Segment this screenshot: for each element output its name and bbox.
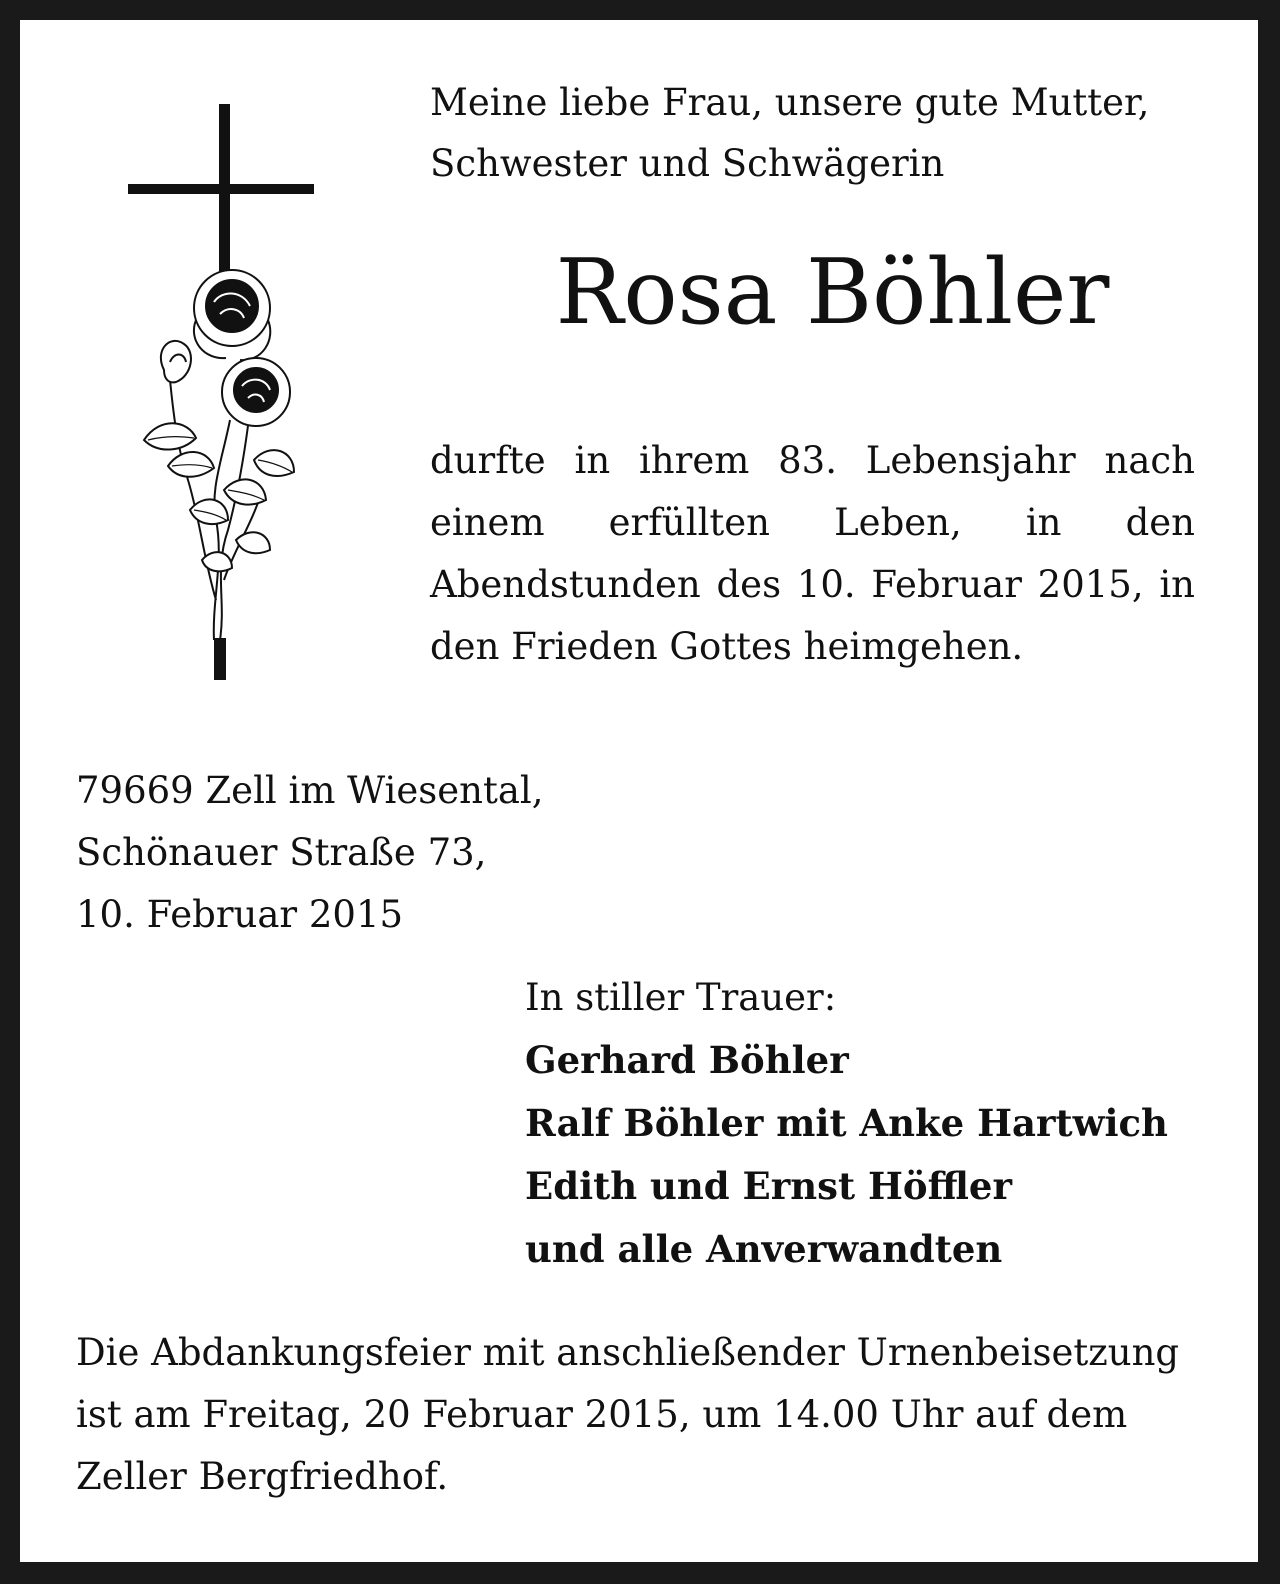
mourner-name: Gerhard Böhler — [525, 1038, 849, 1082]
mourner-name: und alle Anverwandten — [525, 1227, 1003, 1271]
mourning-lead: In stiller Trauer: — [525, 976, 837, 1019]
obituary-card — [20, 20, 1258, 1562]
deceased-name: Rosa Böhler — [555, 240, 1110, 345]
mourners-block — [525, 966, 1245, 1281]
address-line: Schönauer Straße 73, — [76, 831, 487, 874]
mourner-name: Edith und Ernst Höffler — [525, 1164, 1012, 1208]
funeral-line: Die Abdankungsfeier mit anschließender Urnenbeisetzung — [76, 1331, 1180, 1374]
intro-text — [430, 72, 1195, 194]
funeral-details — [76, 1322, 1194, 1508]
address-block — [76, 760, 676, 946]
intro-line: Meine liebe Frau, unsere gute Mutter, — [430, 81, 1150, 124]
address-line: 79669 Zell im Wiesental, — [76, 769, 544, 812]
funeral-line: ist am Freitag, 20 Februar 2015, um 14.00 Uhr auf dem — [76, 1393, 1128, 1436]
funeral-line: Zeller Bergfriedhof. — [76, 1455, 449, 1498]
intro-line: Schwester und Schwägerin — [430, 142, 945, 185]
cross-with-roses-icon — [104, 80, 314, 680]
announcement-text: durfte in ihrem 83. Lebensjahr nach einem erfüllten Leben, in den Abendstunden des 10. Februar 2015, in den Frieden Gottes heimgehen. — [430, 439, 1195, 668]
address-date: 10. Februar 2015 — [76, 893, 404, 936]
mourner-name: Ralf Böhler mit Anke Hartwich — [525, 1101, 1168, 1145]
